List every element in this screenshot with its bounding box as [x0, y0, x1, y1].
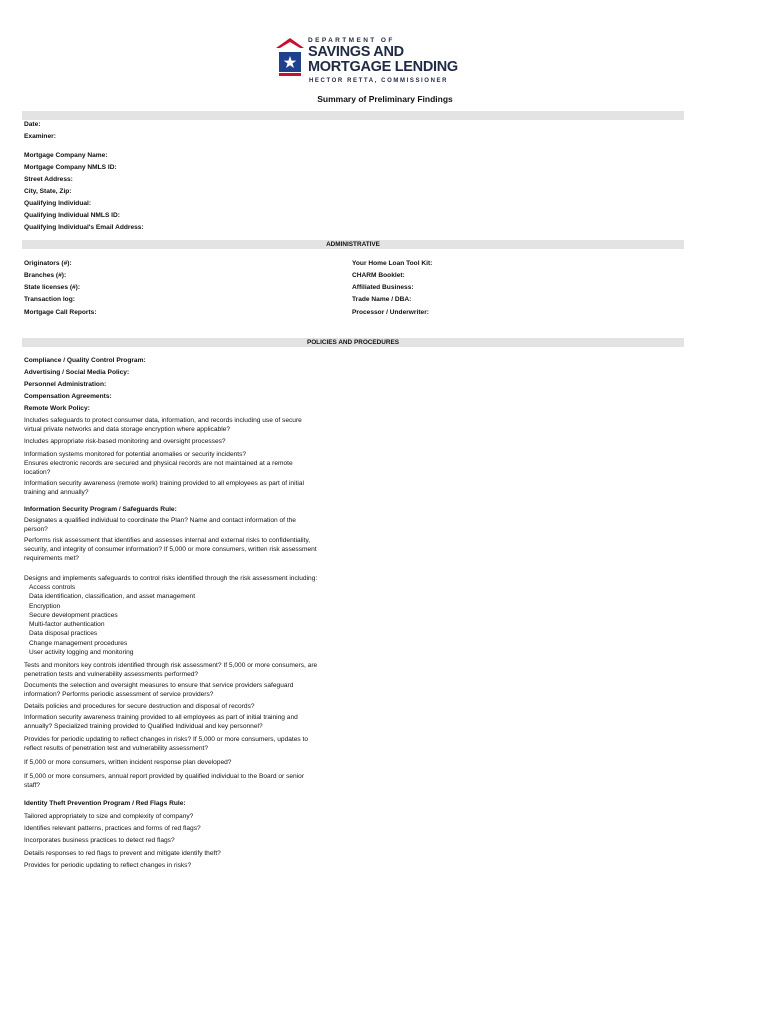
- admin-left-item: Branches (#):: [24, 272, 67, 279]
- testing-line: information? Performs periodic assessment of service providers?: [24, 691, 214, 698]
- remote-line: Ensures electronic records are secured and physical records are not maintained at a remote: [24, 460, 293, 467]
- infosec-line: requirements met?: [24, 555, 79, 562]
- testing-line: Documents the selection and oversight measures to ensure that service providers safeguard: [24, 682, 294, 689]
- testing-line: Information security awareness training provided to all employees as part of initial training and: [24, 714, 298, 721]
- policy-item: Advertising / Social Media Policy:: [24, 369, 130, 376]
- infosec-line: Designates a qualified individual to coordinate the Plan? Name and contact information of the: [24, 517, 296, 524]
- policies-heading: POLICIES AND PROCEDURES: [306, 339, 400, 346]
- remote-line: training and annually?: [24, 489, 89, 496]
- safeguard-item: Change management procedures: [29, 640, 128, 647]
- testing-line: Tests and monitors key controls identified through risk assessment? If 5,000 or more consumers, are: [24, 662, 318, 669]
- policy-item: Compliance / Quality Control Program:: [24, 357, 146, 364]
- qi-nmls-label: Qualifying Individual NMLS ID:: [24, 212, 120, 219]
- administrative-header: [22, 240, 684, 249]
- policy-item: Personnel Administration:: [24, 381, 107, 388]
- testing-line: annually? Specialized training provided to Qualified Individual and key personnel?: [24, 723, 263, 730]
- safeguard-item: Access controls: [29, 584, 76, 591]
- infosec-line: person?: [24, 526, 48, 533]
- street-label: Street Address:: [24, 176, 73, 183]
- testing-line: Details policies and procedures for secure destruction and disposal of records?: [24, 703, 255, 710]
- safeguard-item: Encryption: [29, 603, 61, 610]
- admin-right-item: Trade Name / DBA:: [352, 296, 412, 303]
- admin-right-item: Your Home Loan Tool Kit:: [352, 260, 433, 267]
- remote-line: Information systems monitored for potential anomalies or security incidents?: [24, 451, 247, 458]
- safeguard-item: Secure development practices: [29, 612, 118, 619]
- qi-email-label: Qualifying Individual's Email Address:: [24, 224, 144, 231]
- infosec-line: security, and integrity of consumer information? If 5,000 or more consumers, written risk assessment: [24, 546, 317, 553]
- safeguard-item: Data identification, classification, and asset management: [29, 593, 196, 600]
- qi-label: Qualifying Individual:: [24, 200, 92, 207]
- company-name-label: Mortgage Company Name:: [24, 152, 108, 159]
- testing-line: Provides for periodic updating to reflect changes in risks? If 5,000 or more consumers, updates to: [24, 736, 309, 743]
- remote-line: Includes appropriate risk-based monitoring and oversight processes?: [24, 438, 226, 445]
- testing-line: If 5,000 or more consumers, written incident response plan developed?: [24, 759, 232, 766]
- logo-line-1: DEPARTMENT OF: [308, 37, 395, 44]
- redflags-line: Identifies relevant patterns, practices and forms of red flags?: [24, 825, 201, 832]
- logo-line-2: SAVINGS AND: [308, 44, 404, 60]
- safeguard-item: User activity logging and monitoring: [29, 649, 134, 656]
- remote-line: Includes safeguards to protect consumer data, information, and records including use of secure: [24, 417, 302, 424]
- testing-line: If 5,000 or more consumers, annual report provided by qualified individual to the Board or senior: [24, 773, 305, 780]
- company-nmls-label: Mortgage Company NMLS ID:: [24, 164, 117, 171]
- admin-left-item: State licenses (#):: [24, 284, 81, 291]
- logo-line-4: HECTOR RETTA, COMMISSIONER: [309, 78, 449, 84]
- admin-left-item: Originators (#):: [24, 260, 72, 267]
- date-label: Date:: [24, 121, 41, 128]
- remote-line: virtual private networks and data storage encryption where applicable?: [24, 426, 230, 433]
- city-label: City, State, Zip:: [24, 188, 72, 195]
- safeguard-item: Multi-factor authentication: [29, 621, 105, 628]
- administrative-heading: ADMINISTRATIVE: [326, 241, 380, 248]
- department-logo: [276, 37, 458, 88]
- admin-left-item: Transaction log:: [24, 296, 75, 303]
- safeguard-item: Data disposal practices: [29, 630, 98, 637]
- redflags-line: Provides for periodic updating to reflect changes in risks?: [24, 862, 192, 869]
- infosec-heading: Information Security Program / Safeguards Rule:: [24, 506, 177, 513]
- policy-item: Remote Work Policy:: [24, 405, 90, 412]
- remote-line: Information security awareness (remote work) training provided to all employees as part of initial: [24, 480, 304, 487]
- examiner-label: Examiner:: [24, 133, 56, 140]
- admin-right-item: Affiliated Business:: [352, 284, 414, 291]
- policy-item: Compensation Agreements:: [24, 393, 112, 400]
- logo-line-3: MORTGAGE LENDING: [308, 59, 458, 75]
- redflags-line: Incorporates business practices to detect red flags?: [24, 837, 175, 844]
- redflags-line: Tailored appropriately to size and complexity of company?: [24, 813, 194, 820]
- redflags-heading: Identity Theft Prevention Program / Red Flags Rule:: [24, 800, 186, 807]
- title-divider-bar: [22, 111, 684, 120]
- page-title: Summary of Preliminary Findings: [317, 94, 453, 104]
- admin-left-item: Mortgage Call Reports:: [24, 309, 97, 316]
- infosec-line: Performs risk assessment that identifies and assesses internal and external risks to confidentiality,: [24, 537, 311, 544]
- remote-line: location?: [24, 469, 51, 476]
- safeguards-intro: Designs and implements safeguards to control risks identified through the risk assessment including:: [24, 575, 318, 582]
- testing-line: reflect results of penetration test and vulnerability assessment?: [24, 745, 208, 752]
- house-flag-icon: [276, 38, 304, 78]
- redflags-line: Details responses to red flags to prevent and mitigate identify theft?: [24, 850, 221, 857]
- testing-line: penetration tests and vulnerability assessments performed?: [24, 671, 199, 678]
- testing-line: staff?: [24, 782, 41, 789]
- admin-right-item: Processor / Underwriter:: [352, 309, 429, 316]
- admin-right-item: CHARM Booklet:: [352, 272, 405, 279]
- policies-header: [22, 338, 684, 347]
